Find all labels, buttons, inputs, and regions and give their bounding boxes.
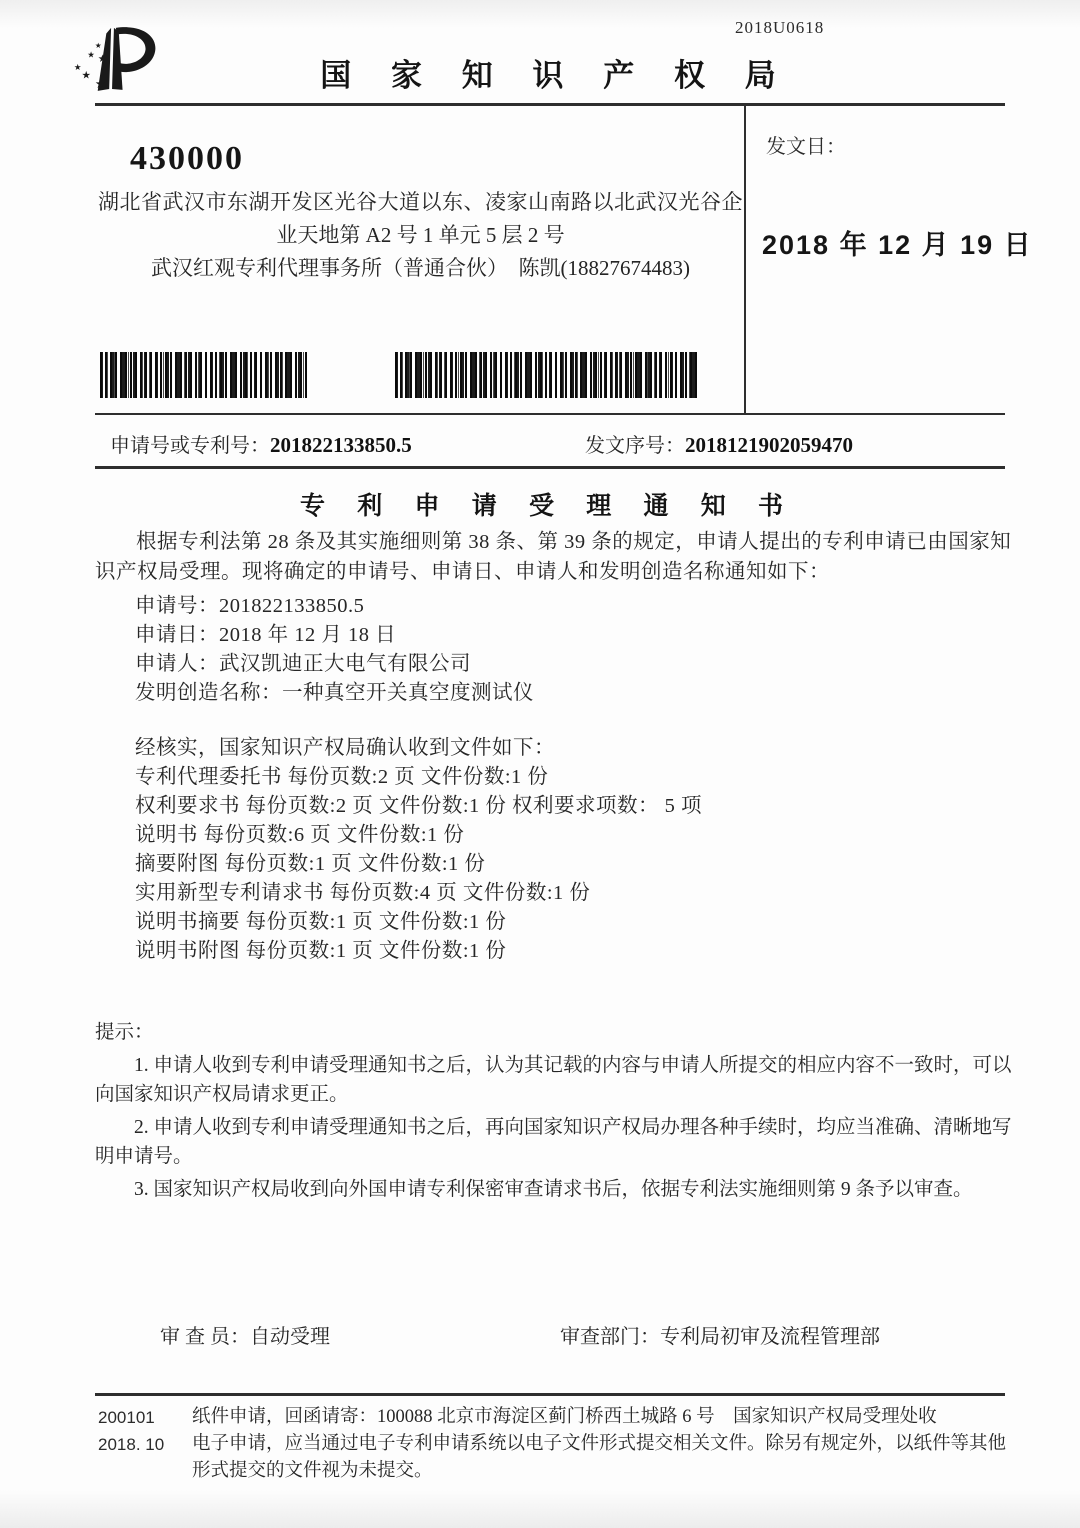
recipient-address-line: 湖北省武汉市东湖开发区光谷大道以东、凌家山南路以北武汉光谷企 [98, 190, 743, 214]
recipient-address-line: 武汉红观专利代理事务所（普通合伙） 陈凯(18827674483) [151, 256, 690, 280]
svg-text:★: ★ [94, 40, 102, 50]
footer-rule [95, 1393, 1005, 1396]
recipient-address-line: 业天地第 A2 号 1 单元 5 层 2 号 [276, 223, 565, 247]
application-number-value: 201822133850.5 [270, 433, 412, 457]
footer-instructions [192, 1404, 1016, 1485]
footer-instruction-line: 纸件申请，回函请寄：100088 北京市海淀区蓟门桥西土城路 6 号 国家知识产权局受理处收 [192, 1407, 937, 1427]
footer-form-code: 200101 [98, 1408, 155, 1427]
serial-number-label: 发文序号： [585, 435, 685, 457]
issue-date-label: 发文日： [766, 136, 846, 158]
document-code: 2018U0618 [735, 18, 825, 37]
review-department [560, 1320, 880, 1349]
svg-text:★: ★ [81, 70, 91, 82]
field-line: 发明创造名称：一种真空开关真空度测试仪 [135, 682, 534, 704]
receipt-item: 专利代理委托书 每份页数:2 页 文件份数:1 份 [135, 766, 549, 788]
svg-text:★: ★ [87, 49, 95, 60]
svg-text:★: ★ [94, 77, 106, 92]
svg-text:★: ★ [73, 61, 82, 72]
receipt-list [135, 734, 1013, 966]
receipt-item: 摘要附图 每份页数:1 页 文件份数:1 份 [135, 853, 486, 875]
svg-text:★: ★ [97, 54, 108, 66]
receipt-item: 说明书 每份页数:6 页 文件份数:1 份 [135, 824, 465, 846]
receipt-item: 权利要求书 每份页数:2 页 文件份数:1 份 权利要求项数： 5 项 [135, 795, 703, 817]
footer-instruction-line: 电子申请，应当通过电子专利申请系统以电子文件形式提交相关文件。除另有规定外，以纸件等其他形式提交的文件视为未提交。 [192, 1434, 1007, 1481]
examiner-value: 自动受理 [250, 1326, 330, 1348]
tip-item: 1. 申请人收到专利申请受理通知书之后，认为其记载的内容与申请人所提交的相应内容不一致时，可以向国家知识产权局请求更正。 [95, 1055, 1012, 1105]
notice-intro: 根据专利法第 28 条及其实施细则第 38 条、第 39 条的规定，申请人提出的专利申请已由国家知识产权局受理。现将确定的申请号、申请日、申请人和发明创造名称通知如下： [95, 531, 1012, 583]
notice-fields [135, 592, 1013, 708]
tips-section [95, 1018, 1017, 1204]
department-label: 审查部门： [560, 1326, 660, 1348]
recipient-postal-code: 430000 [130, 140, 244, 177]
tip-item: 2. 申请人收到专利申请受理通知书之后，再向国家知识产权局办理各种手续时，均应当准确、清晰地写明申请号。 [95, 1117, 1012, 1167]
footer-form-code: 2018. 10 [98, 1435, 165, 1454]
tips-label: 提示： [95, 1022, 154, 1043]
department-value: 专利局初审及流程管理部 [660, 1326, 880, 1348]
recipient-address [98, 186, 743, 285]
receipt-item: 实用新型专利请求书 每份页数:4 页 文件份数:1 份 [135, 882, 591, 904]
box-bottom-rule [95, 413, 1005, 415]
field-line: 申请号：201822133850.5 [135, 595, 365, 617]
examiner [160, 1320, 330, 1349]
notice-title: 专 利 申 请 受 理 通 知 书 [299, 493, 796, 520]
serial-number-value: 2018121902059470 [685, 433, 853, 457]
field-line: 申请人：武汉凯迪正大电气有限公司 [135, 653, 471, 675]
notice-body [95, 527, 1013, 966]
examiner-label: 审 查 员： [160, 1326, 250, 1348]
box-vertical-divider [744, 105, 746, 415]
footer-form-codes [98, 1404, 164, 1458]
barcode-left [100, 352, 307, 398]
issue-date-value: 2018 年 12 月 19 日 [762, 230, 1033, 260]
application-number-label: 申请号或专利号： [110, 435, 270, 457]
barcode-right [395, 352, 697, 398]
receipt-item: 说明书附图 每份页数:1 页 文件份数:1 份 [135, 940, 507, 962]
field-line: 申请日：2018 年 12 月 18 日 [135, 624, 397, 646]
header-rule [95, 103, 1005, 106]
receipt-item: 说明书摘要 每份页数:1 页 文件份数:1 份 [135, 911, 507, 933]
reference-row [110, 429, 1010, 458]
reference-rule [95, 466, 1005, 469]
tip-item: 3. 国家知识产权局收到向外国申请专利保密审查请求书后，依据专利法实施细则第 9 条予以审查。 [134, 1179, 973, 1200]
receipt-intro: 经核实，国家知识产权局确认收到文件如下： [135, 737, 555, 759]
agency-title: 国 家 知 识 产 权 局 [320, 58, 792, 93]
